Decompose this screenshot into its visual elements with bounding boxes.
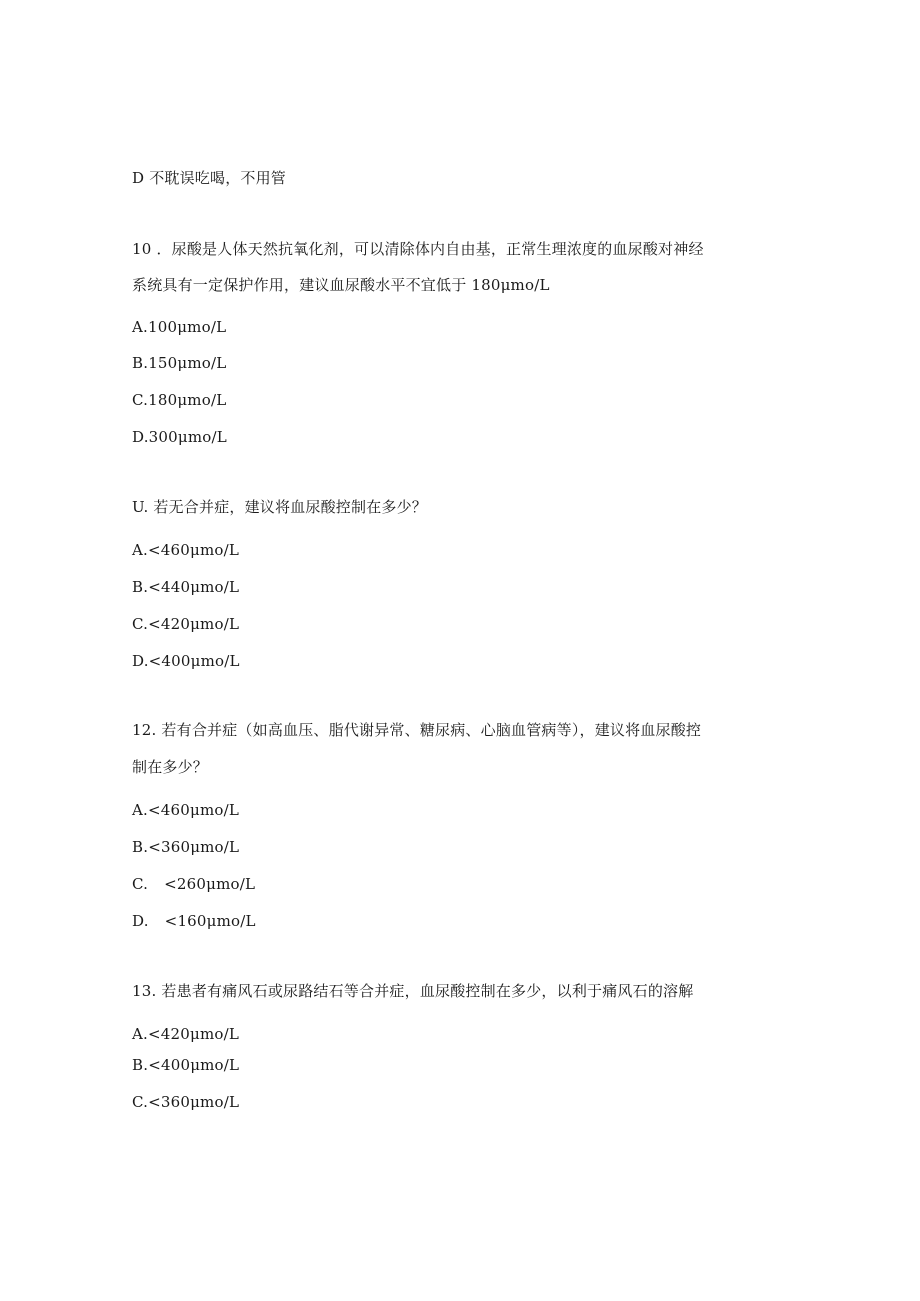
- question-13-option-b: B.<400μmo∕L: [132, 1056, 240, 1074]
- question-11-option-d: D.<400μmo∕L: [132, 652, 240, 670]
- prev-question-option-d: D 不耽误吃喝，不用管: [132, 169, 286, 187]
- question-10-text-line1: 10 ．尿酸是人体天然抗氧化剂，可以清除体内自由基，正常生理浓度的血尿酸对神经: [132, 240, 704, 258]
- question-13-option-a: A.<420μmo∕L: [132, 1025, 240, 1043]
- option-text: <260μmo∕L: [164, 875, 256, 893]
- question-10-option-b: B.150μmo∕L: [132, 354, 227, 372]
- question-10-option-c: C.180μmo∕L: [132, 391, 227, 409]
- question-12-option-b: B.<360μmo∕L: [132, 838, 240, 856]
- question-13-text: 13. 若患者有痛风石或尿路结石等合并症，血尿酸控制在多少，以利于痛风石的溶解: [132, 982, 694, 1000]
- question-10-text-line2: 系统具有一定保护作用，建议血尿酸水平不宜低于 180μmo∕L: [132, 276, 550, 294]
- question-12-option-a: A.<460μmo∕L: [132, 801, 240, 819]
- question-12-option-c: [132, 874, 255, 894]
- question-11-option-c: C.<420μmo∕L: [132, 615, 240, 633]
- question-12-option-d: [132, 911, 256, 931]
- question-11-option-b: B.<440μmo∕L: [132, 578, 240, 596]
- option-text: <160μmo∕L: [164, 912, 256, 930]
- question-10-option-d: D.300μmo∕L: [132, 428, 227, 446]
- option-letter: C.: [132, 875, 149, 893]
- question-12-text-line1: 12. 若有合并症（如高血压、脂代谢异常、糖尿病、心脑血管病等），建议将血尿酸控: [132, 721, 702, 739]
- question-11-text: U. 若无合并症，建议将血尿酸控制在多少？: [132, 498, 428, 516]
- question-10-option-a: A.100μmo∕L: [132, 318, 227, 336]
- question-12-text-line2: 制在多少？: [132, 758, 209, 776]
- question-11-option-a: A.<460μmo∕L: [132, 541, 240, 559]
- option-letter: D.: [132, 912, 149, 930]
- question-13-option-c: C.<360μmo∕L: [132, 1093, 240, 1111]
